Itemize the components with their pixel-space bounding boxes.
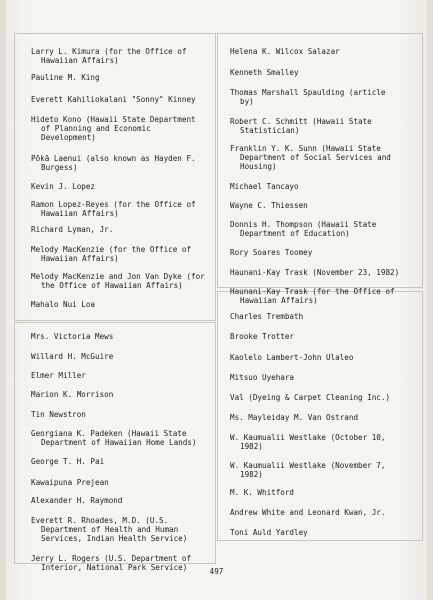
list-item: Franklin Y. K. Sunn (Hawaii State Department of Social Services and Housing) <box>230 144 391 171</box>
list-item: Robert C. Schmitt (Hawaii State Statistician) <box>230 117 372 135</box>
list-item: Mahalo Nui Loa <box>31 300 96 309</box>
list-item: Alexander H. Raymond <box>31 496 123 505</box>
list-item: Tin Newstron <box>31 410 86 419</box>
page-edge-right <box>427 0 433 600</box>
list-item: Marion K. Morrison <box>31 390 114 399</box>
list-item: Georgiana K. Padeken (Hawaii State Department of Hawaiian Home Lands) <box>31 429 197 447</box>
list-item: Helena K. Wilcox Salazar <box>230 47 340 56</box>
list-item: Rory Soares Toomey <box>230 248 313 257</box>
list-item: Ms. Mayleiday M. Van Ostrand <box>230 413 359 422</box>
list-item: Donnis H. Thompson (Hawaii State Department of Education) <box>230 220 377 238</box>
list-item: Mitsuo Uyehara <box>230 373 295 382</box>
list-item: Toni Auld Yardley <box>230 528 308 537</box>
list-item: Val (Dyeing & Carpet Cleaning Inc.) <box>230 393 391 402</box>
list-item: Jerry L. Rogers (U.S. Department of Interior, National Park Service) <box>31 554 192 572</box>
list-item: Everett Kahiliokalani "Sonny" Kinney <box>31 95 196 104</box>
list-item: Ramon Lopez-Reyes (for the Office of Hawaiian Affairs) <box>31 200 196 218</box>
list-item: Wayne C. Thiessen <box>230 201 308 210</box>
list-item: Hideto Kono (Hawaii State Department of Planning and Economic Development) <box>31 115 196 142</box>
list-item: Kaolelo Lambert-John Ulaleo <box>230 353 354 362</box>
page-number: 497 <box>209 567 224 576</box>
list-item: Haunani-Kay Trask (November 23, 1982) <box>230 268 400 277</box>
list-item: Michael Tancayo <box>230 182 299 191</box>
list-item: Willard H. McGuire <box>31 352 114 361</box>
list-item: George T. H. Pai <box>31 457 105 466</box>
list-item: Everett R. Rhoades, M.D. (U.S. Department of Health and Human Services, Indian Health Service) <box>31 516 188 543</box>
list-item: Richard Lyman, Jr. <box>31 225 114 234</box>
list-item: Melody MacKenzie (for the Office of Hawaiian Affairs) <box>31 245 192 263</box>
list-item: Haunani-Kay Trask (for the Office of Hawaiian Affairs) <box>230 287 395 305</box>
list-item: Andrew White and Leonard Kwan, Jr. <box>230 508 386 517</box>
list-item: Larry L. Kimura (for the Office of Hawaiian Affairs) <box>31 47 187 65</box>
list-item: Mrs. Victoria Mews <box>31 332 114 341</box>
list-item: Thomas Marshall Spaulding (article by) <box>230 88 386 106</box>
list-item: Charles Trembath <box>230 312 304 321</box>
list-item: Kenneth Smalley <box>230 68 299 77</box>
list-item: Kawaipuna Prejean <box>31 478 109 487</box>
list-item: Elmer Miller <box>31 371 86 380</box>
list-item: Brooke Trotter <box>230 332 295 341</box>
list-item: Pauline M. King <box>31 73 100 82</box>
list-item: W. Kaumualii Westlake (November 7, 1982) <box>230 461 386 479</box>
list-item: Pōkā Laenui (also known as Hayden F. Burgess) <box>31 154 196 172</box>
list-item: W. Kaumualii Westlake (October 10, 1982) <box>230 433 386 451</box>
list-item: Melody MacKenzie and Jon Van Dyke (for the Office of Hawaiian Affairs) <box>31 272 205 290</box>
list-item: M. K. Whitford <box>230 488 295 497</box>
page-edge-left <box>0 0 6 600</box>
list-item: Kevin J. Lopez <box>31 182 96 191</box>
